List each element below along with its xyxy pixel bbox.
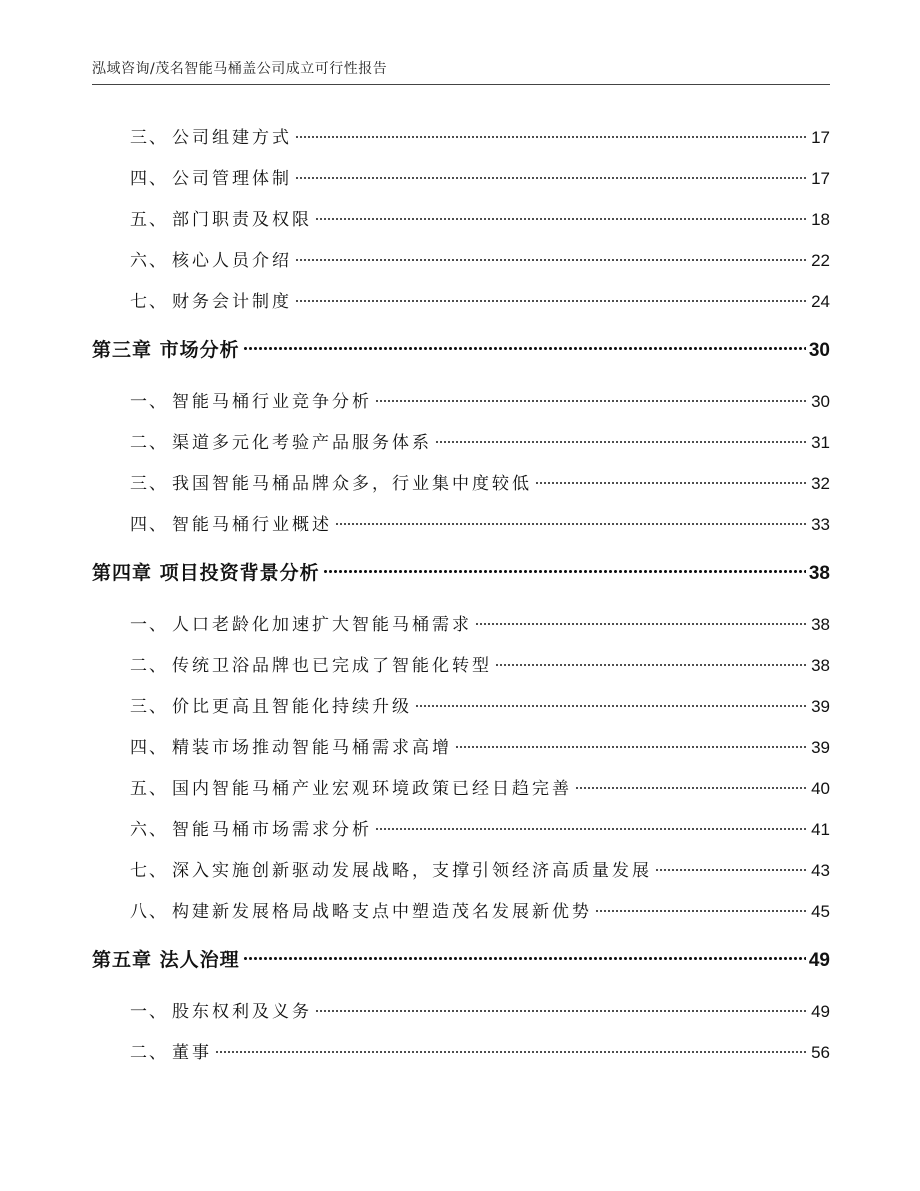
toc-entry[interactable] [92,891,830,932]
dot-leader [475,622,808,626]
dot-leader [295,176,808,180]
toc-entry-number: 四、 [130,515,168,535]
dot-leader [215,1050,808,1054]
toc-entry-number: 六、 [130,251,168,271]
dot-leader [495,663,808,667]
toc-entry-page: 39 [811,697,830,716]
toc-entry[interactable] [92,686,830,727]
toc-entry-number: 一、 [130,1002,168,1022]
toc-entry-number: 一、 [130,392,168,412]
toc-chapter-title: 第三章 市场分析 [92,339,240,361]
dot-leader [575,786,808,790]
toc-entry-title: 价比更高且智能化持续升级 [172,697,412,717]
dot-leader [295,135,808,139]
toc-entry[interactable] [92,199,830,240]
dot-leader [243,346,806,351]
toc-entry-number: 三、 [130,474,168,494]
running-header: 泓域咨询/茂名智能马桶盖公司成立可行性报告 [92,61,388,77]
toc-entry-page: 31 [811,433,830,452]
toc-entry-title: 部门职责及权限 [172,210,312,230]
header-divider [92,84,830,85]
toc-entry[interactable] [92,991,830,1032]
toc-entry[interactable] [92,768,830,809]
toc-chapter-page: 30 [808,340,830,361]
dot-leader [335,522,808,526]
dot-leader [295,258,808,262]
dot-leader [243,956,806,961]
toc-entry-number: 五、 [130,779,168,799]
toc-entry-title: 智能马桶市场需求分析 [172,820,372,840]
toc-chapter-3[interactable] [92,327,830,374]
toc-entry-title: 核心人员介绍 [172,251,292,271]
dot-leader [535,481,808,485]
toc-entry-title: 构建新发展格局战略支点中塑造茂名发展新优势 [172,902,592,922]
table-of-contents [92,117,830,1073]
dot-leader [323,569,806,574]
toc-entry-page: 56 [811,1043,830,1062]
toc-entry-page: 39 [811,738,830,757]
toc-entry-title: 智能马桶行业竞争分析 [172,392,372,412]
toc-entry-number: 四、 [130,169,168,189]
toc-entry-page: 24 [811,292,830,311]
toc-entry-page: 18 [811,210,830,229]
toc-entry-number: 一、 [130,615,168,635]
toc-entry-title: 传统卫浴品牌也已完成了智能化转型 [172,656,492,676]
toc-entry[interactable] [92,158,830,199]
toc-entry-title: 公司管理体制 [172,169,292,189]
toc-entry-page: 41 [811,820,830,839]
toc-chapter-5[interactable] [92,937,830,984]
toc-entry[interactable] [92,281,830,322]
dot-leader [375,399,808,403]
toc-entry-page: 49 [811,1002,830,1021]
toc-entry-title: 渠道多元化考验产品服务体系 [172,433,432,453]
toc-chapter-4[interactable] [92,550,830,597]
toc-entry-title: 国内智能马桶产业宏观环境政策已经日趋完善 [172,779,572,799]
toc-entry[interactable] [92,850,830,891]
dot-leader [435,440,808,444]
toc-entry-title: 人口老龄化加速扩大智能马桶需求 [172,615,472,635]
toc-entry-title: 股东权利及义务 [172,1002,312,1022]
toc-entry-number: 七、 [130,861,168,881]
toc-entry-page: 17 [811,128,830,147]
toc-entry-title: 我国智能马桶品牌众多，行业集中度较低 [172,474,532,494]
toc-entry-title: 董事 [172,1043,212,1063]
toc-entry[interactable] [92,504,830,545]
dot-leader [655,868,808,872]
toc-entry[interactable] [92,381,830,422]
toc-chapter-page: 49 [808,950,830,971]
toc-entry[interactable] [92,727,830,768]
dot-leader [415,704,808,708]
toc-entry[interactable] [92,117,830,158]
toc-entry[interactable] [92,463,830,504]
toc-chapter-title: 第五章 法人治理 [92,949,240,971]
toc-entry-page: 32 [811,474,830,493]
toc-entry-title: 财务会计制度 [172,292,292,312]
toc-entry-title: 精装市场推动智能马桶需求高增 [172,738,452,758]
toc-entry[interactable] [92,240,830,281]
toc-entry-title: 深入实施创新驱动发展战略，支撑引领经济高质量发展 [172,861,652,881]
toc-entry[interactable] [92,809,830,850]
toc-entry-number: 八、 [130,902,168,922]
toc-entry-page: 43 [811,861,830,880]
toc-entry-title: 公司组建方式 [172,128,292,148]
toc-entry-number: 三、 [130,697,168,717]
toc-entry[interactable] [92,422,830,463]
toc-entry[interactable] [92,604,830,645]
toc-entry-page: 40 [811,779,830,798]
toc-entry-number: 四、 [130,738,168,758]
toc-entry-page: 38 [811,615,830,634]
toc-entry-number: 二、 [130,656,168,676]
toc-entry-page: 38 [811,656,830,675]
toc-entry-page: 33 [811,515,830,534]
toc-entry-number: 六、 [130,820,168,840]
dot-leader [315,217,808,221]
toc-chapter-page: 38 [808,563,830,584]
toc-entry-number: 五、 [130,210,168,230]
toc-entry-page: 45 [811,902,830,921]
toc-entry-title: 智能马桶行业概述 [172,515,332,535]
toc-entry-number: 二、 [130,1043,168,1063]
toc-entry[interactable] [92,645,830,686]
toc-entry-page: 22 [811,251,830,270]
toc-entry-number: 七、 [130,292,168,312]
toc-chapter-title: 第四章 项目投资背景分析 [92,562,320,584]
dot-leader [375,827,808,831]
dot-leader [595,909,808,913]
toc-entry-page: 17 [811,169,830,188]
dot-leader [455,745,808,749]
toc-entry-number: 三、 [130,128,168,148]
toc-entry[interactable] [92,1032,830,1073]
dot-leader [295,299,808,303]
dot-leader [315,1009,808,1013]
toc-entry-page: 30 [811,392,830,411]
toc-entry-number: 二、 [130,433,168,453]
